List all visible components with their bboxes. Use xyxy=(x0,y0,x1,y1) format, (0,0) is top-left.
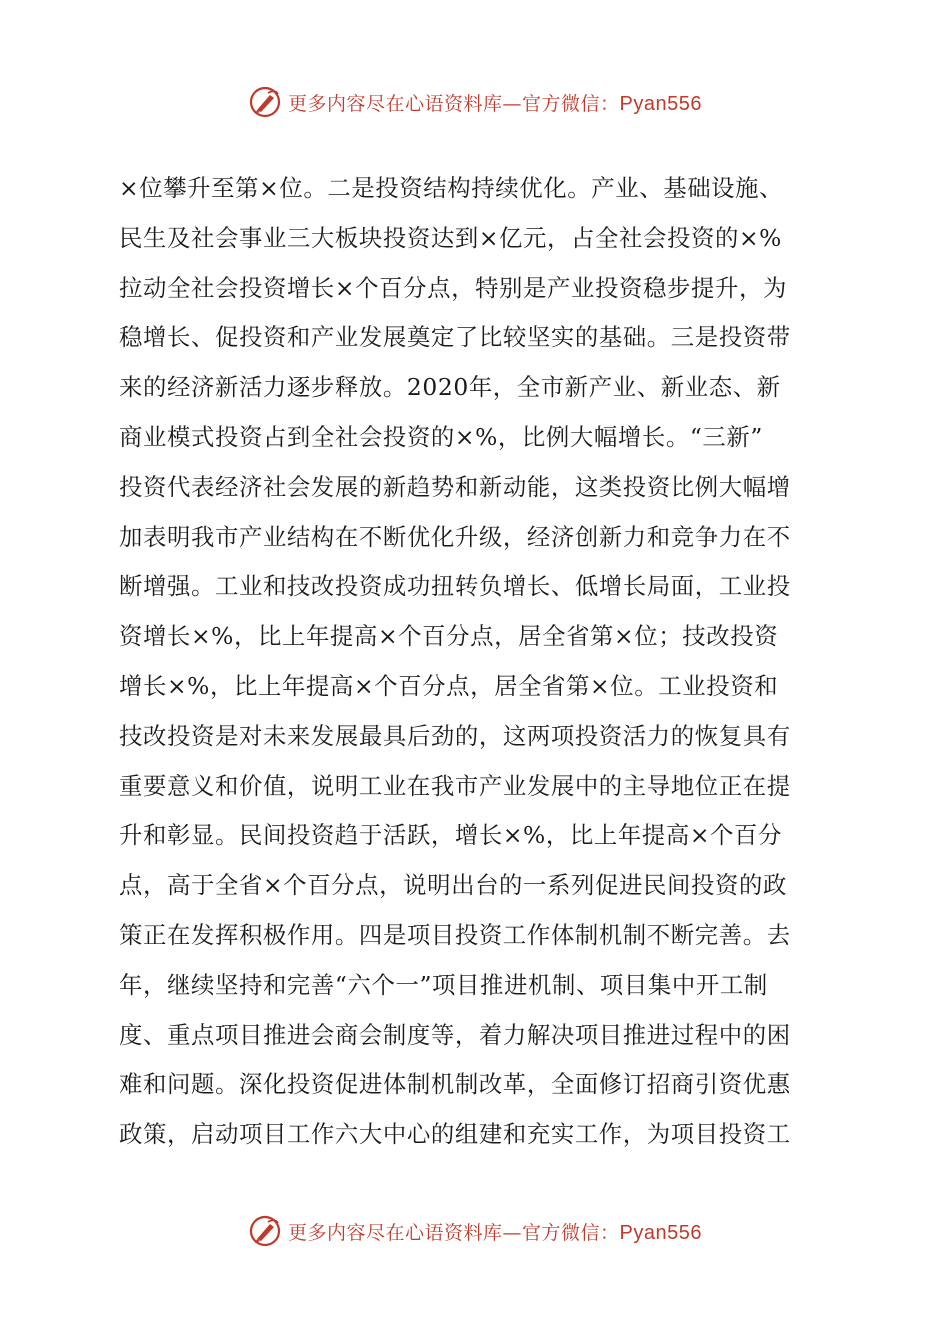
footer-banner-text xyxy=(288,1218,702,1245)
header-banner xyxy=(0,82,950,122)
body-text-line: ×位攀升至第×位。二是投资结构持续优化。产业、基础设施、 xyxy=(119,174,784,202)
body-text-line: 投资代表经济社会发展的新趋势和新动能，这类投资比例大幅增 xyxy=(119,472,791,501)
body-text-line: 度、重点项目推进会商会制度等，着力解决项目推进过程中的困 xyxy=(119,1020,791,1049)
header-banner-text xyxy=(288,89,702,116)
header-banner-wechat-id: Pyan556 xyxy=(619,92,702,115)
body-text-line: 重要意义和价值，说明工业在我市产业发展中的主导地位正在提 xyxy=(119,771,791,800)
body-text-line: 升和彰显。民间投资趋于活跃，增长×%，比上年提高×个百分 xyxy=(119,821,782,850)
body-text-line: 资增长×%，比上年提高×个百分点，居全省第×位；技改投资 xyxy=(119,622,779,651)
body-text-line: 政策，启动项目工作六大中心的组建和充实工作，为项目投资工 xyxy=(119,1120,791,1149)
body-text-line: 年，继续坚持和完善“六个一”项目推进机制、项目集中开工制 xyxy=(119,970,768,999)
footer-banner xyxy=(0,1211,950,1251)
footer-banner-cn: 更多内容尽在心语资料库—官方微信： xyxy=(288,1221,620,1244)
body-text-line: 拉动全社会投资增长×个百分点，特别是产业投资稳步提升，为 xyxy=(119,273,787,302)
pen-logo-icon xyxy=(248,1214,282,1248)
header-banner-cn: 更多内容尽在心语资料库—官方微信： xyxy=(288,92,620,115)
body-text-line: 加表明我市产业结构在不断优化升级，经济创新力和竞争力在不 xyxy=(119,522,791,551)
pen-logo-icon xyxy=(248,85,282,119)
document-body xyxy=(119,164,834,1160)
body-text-line: 商业模式投资占到全社会投资的×%，比例大幅增长。“三新” xyxy=(119,422,763,451)
body-text-line: 断增强。工业和技改投资成功扭转负增长、低增长局面，工业投 xyxy=(119,572,791,601)
body-text-line: 来的经济新活力逐步释放。2020年，全市新产业、新业态、新 xyxy=(119,373,781,402)
body-text-line: 增长×%，比上年提高×个百分点，居全省第×位。工业投资和 xyxy=(119,671,779,700)
body-text-line: 技改投资是对未来发展最具后劲的，这两项投资活力的恢复具有 xyxy=(119,721,791,750)
body-text-line: 民生及社会事业三大板块投资达到×亿元，占全社会投资的×% xyxy=(119,223,782,252)
body-text-line: 策正在发挥积极作用。四是项目投资工作体制机制不断完善。去 xyxy=(119,920,791,949)
body-text-line: 点，高于全省×个百分点，说明出台的一系列促进民间投资的政 xyxy=(119,871,787,900)
body-text-line: 稳增长、促投资和产业发展奠定了比较坚实的基础。三是投资带 xyxy=(119,323,791,352)
body-text-line: 难和问题。深化投资促进体制机制改革，全面修订招商引资优惠 xyxy=(119,1070,791,1099)
footer-banner-wechat-id: Pyan556 xyxy=(619,1221,702,1244)
